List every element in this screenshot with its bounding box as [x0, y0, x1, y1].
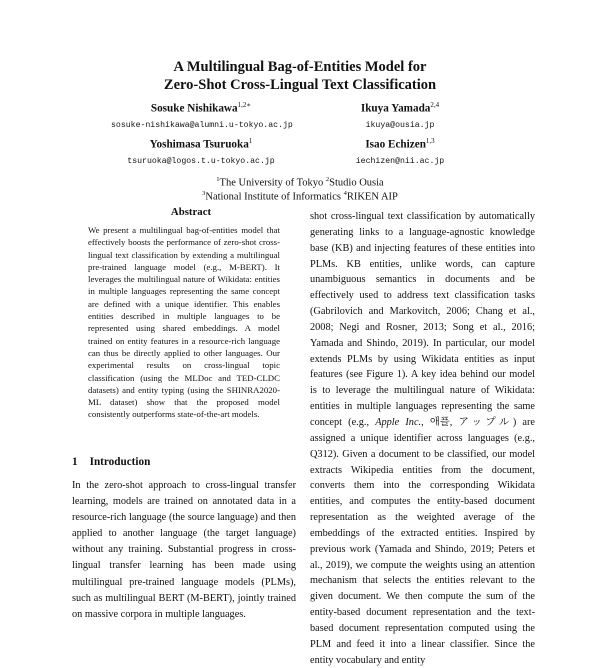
- abstract-text: We present a multilingual bag-of-entities model that effectively boosts the performance of zero-shot cross-lingual text classification by extending a multilingual pre-trained language model (e.g., M-BERT). It leverages the multilingual nature of Wikidata: entities in multiple languages representing the same concept are defined with a unique identifier. This enables entities described in multiple languages to be represented using shared embeddings. A model trained on entity features in a resource-rich language can thus be directly applied to other languages. Our experimental results on cross-lingual topic classification (using the MLDoc and TED-CLDC datasets) and entity typing (using the SHINRA2020-ML dataset) show that the proposed model consistently outperforms state-of-the-art models.: [88, 225, 280, 420]
- author-email[interactable]: sosuke-nishikawa@alumni.u-tokyo.ac.jp: [111, 120, 293, 130]
- author-name: Yoshimasa Tsuruoka: [149, 138, 249, 151]
- author-affiliation-marks: 1,2∗: [237, 101, 252, 109]
- author-name: Isao Echizen: [365, 138, 426, 151]
- author-name: Ikuya Yamada: [360, 102, 431, 115]
- abstract-heading: Abstract: [170, 206, 212, 218]
- right-column-part-1: shot cross-lingual text classification by automatically generating links to a language-agnostic knowledge base (KB) and injecting features of these entities into PLMs. KB entities, unlike words, can capture unambiguous semantics in documents and be effectively used to address text classification tasks (Gabrilovich and Markovitch, 2006; Chang et al., 2008; Negi and Rosner, 2013; Song et al., 2016; Yamada and Shindo, 2019). In particular, our model extends PLMs by using Wikidata entities as input features (see Figure 1). A key idea behind our model is to leverage the multilingual nature of Wikidata: entities in multiple languages representing the same concept (e.g.,: [310, 211, 535, 428]
- affiliation-mark-1: 1: [216, 176, 220, 183]
- paper-title-line-1: A Multilingual Bag-of-Entities Model for: [173, 59, 427, 75]
- author-email[interactable]: ikuya@ousia.jp: [365, 120, 435, 130]
- right-column-text: [310, 209, 535, 668]
- author-block-4: [330, 134, 470, 168]
- affiliation-2: Studio Ousia: [329, 177, 384, 189]
- section-number: 1: [72, 456, 78, 468]
- author-block-3: [111, 134, 291, 168]
- right-column-italic-entity: Apple Inc.: [375, 416, 422, 428]
- author-block-2: [330, 98, 470, 132]
- author-affiliation-marks: 1,3: [425, 137, 435, 145]
- affiliation-line-2: [0, 188, 600, 204]
- author-affiliation-marks: 1: [248, 137, 253, 145]
- affiliation-3: National Institute of Informatics: [205, 191, 341, 203]
- right-column-part-2: , 애플, アップル) are assigned a unique identifier across languages (e.g., Q312). Given a document to be classified, our model extracts Wikipedia entities from the document, converts them into the corresponding Wikidata entities, and computes the entity-based document representation as the weighted average of the embeddings of the extracted entities. Inspired by previous work (Yamada and Shindo, 2019; Peters et al., 2019), we compute the weights using an attention mechanism that selects the entities relevant to the given document. We then compute the sum of the entity-based document representation and the text-based document representation computed using the PLM and feed it into a linear classifier. Since the entity vocabulary and entity: [310, 416, 535, 666]
- paper-title-line-2: Zero-Shot Cross-Lingual Text Classification: [163, 77, 437, 93]
- section-heading-introduction: [72, 456, 150, 468]
- affiliation-mark-3: 3: [202, 190, 206, 197]
- affiliation-1: The University of Tokyo: [219, 177, 324, 189]
- section-title: Introduction: [89, 456, 151, 468]
- affiliation-4: RIKEN AIP: [346, 191, 398, 203]
- author-email[interactable]: tsuruoka@logos.t.u-tokyo.ac.jp: [127, 156, 275, 166]
- author-affiliation-marks: 2,4: [430, 101, 440, 109]
- author-email[interactable]: iechizen@nii.ac.jp: [355, 156, 445, 166]
- introduction-text: In the zero-shot approach to cross-lingual transfer learning, models are trained on annotated data in a resource-rich language (the source language) and then applied to another language (the target language) without any training. Substantial progress in cross-lingual transfer learning has been made using multilingual pre-trained language models (PLMs), such as multilingual BERT (M-BERT), jointly trained on massive corpora in multiple languages.: [72, 480, 296, 620]
- author-name: Sosuke Nishikawa: [150, 102, 238, 115]
- author-block-1: [111, 98, 291, 132]
- affiliation-mark-4: 4: [343, 190, 347, 197]
- affiliation-mark-2: 2: [325, 176, 330, 183]
